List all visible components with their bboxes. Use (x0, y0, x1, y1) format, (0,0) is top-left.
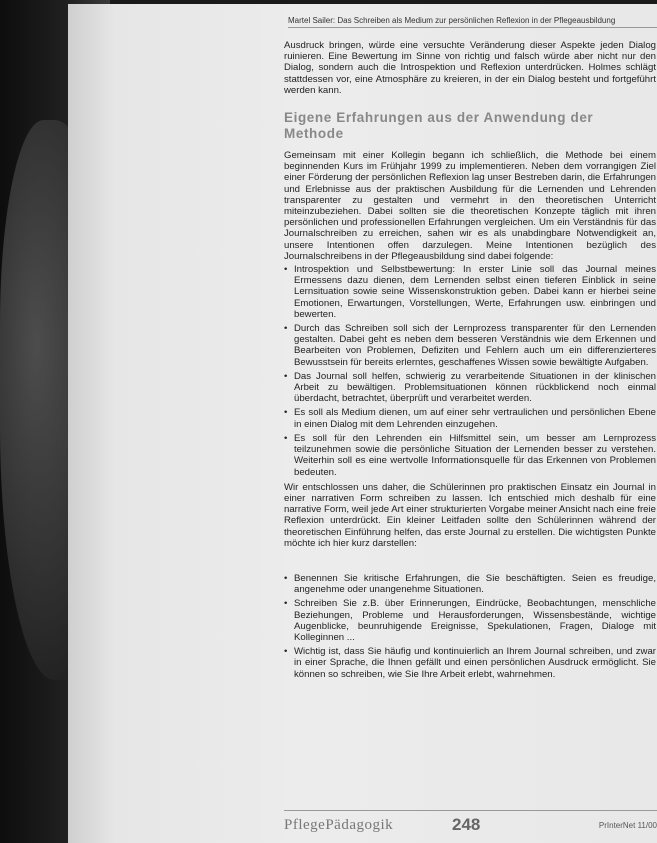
page-footer (284, 810, 657, 840)
list-item: • Es soll für den Lehrenden ein Hilfsmittel sein, um besser am Lernprozess teilzunehmen sowie die persönliche Situation der Lernenden besser zu verstehen. Weiterhin soll es eine wertvolle Informationsquelle für das Erkennen von Problemen bedeuten. (284, 433, 656, 478)
intentions-list (284, 264, 656, 478)
paragraph-2: Wir entschlossen uns daher, die Schülerinnen pro praktischen Einsatz ein Journal in einer narrativen Form schreiben zu lassen. Ich entschied mich deshalb für eine narrative Form, weil jede Art einer strukturierten Vorgabe meiner Ansicht nach eine freie Reflexion unterdrückt. Ein kleiner Leitfaden sollte den Schülerinnen während der theoretischen Einführung helfen, das erste Journal zu erstellen. Die wichtigsten Punkte möchte ich hier kurz darstellen: (284, 481, 656, 549)
running-head: Martel Sailer: Das Schreiben als Medium zur persönlichen Reflexion in der Pflegeausbildung (288, 16, 657, 28)
list-item: • Durch das Schreiben soll sich der Lernprozess transparenter für den Lernenden gestalten. Dabei geht es neben dem besseren Verständnis wie dem Erkennen und Bearbeiten von Problemen, Defiziten und Fehlern auch um ein differenzierteres Bewusstsein für bereits erlerntes, geschaffenes Wissen sowie bewältigte Aufgaben. (284, 323, 656, 368)
list-item: • Es soll als Medium dienen, um auf einer sehr vertraulichen und persönlichen Ebene in einen Dialog mit dem Lehrenden einzugehen. (284, 407, 656, 429)
article-body (284, 40, 656, 684)
document-page (68, 4, 657, 843)
list-item: • Benennen Sie kritische Erfahrungen, die Sie beschäftigten. Seien es freudige, angenehme oder unangenehme Situationen. (284, 573, 656, 595)
issue-info: PrInterNet 11/00 (598, 821, 657, 830)
list-item: • Wichtig ist, dass Sie häufig und kontinuierlich an Ihrem Journal schreiben, und zwar in einer Sprache, die Ihnen gefällt und einen persönlichen Ausdruck ermöglicht. Sie können so schreiben, wie Sie Ihre Arbeit erlebt, wahrnehmen. (284, 646, 656, 680)
guide-list (284, 573, 656, 680)
list-item: • Introspektion und Selbstbewertung: In erster Linie soll das Journal meines Ermessens dazu dienen, dem Lernenden selbst einen tieferen Einblick in seine Lernsituation sowie seine Wissenskonstruktion geben. Dabei kann er hierbei seine Emotionen, Erwartungen, Vorstellungen, Werte, Erfahrungen usw. einbringen und bewerten. (284, 264, 656, 320)
spacer (284, 551, 656, 571)
paragraph-1: Gemeinsam mit einer Kollegin begann ich schließlich, die Methode bei einem beginnenden Kurs im Frühjahr 1999 zu implementieren. Neben dem vorrangigen Ziel einer Förderung der persönlichen Reflexion lag unser Bestreben darin, die Erfahrungen und Erlebnisse aus der praktischen Ausbildung für die Lernenden und Lehrenden transparenter zu gestalten und vermehrt in den theoretischen Unterricht miteinzubeziehen. Dabei sollten sie die theoretischen Konzepte täglich mit ihren persönlichen und professionellen Erfahrungen vergleichen. Um ein Verständnis für das Journalschreiben zu erreichen, sahen wir es als unabdingbare Notwendigkeit an, unsere Intentionen offen darzulegen. Meine Intentionen bezüglich des Journalschreibens in der Pflegeausbildung sind dabei folgende: (284, 150, 656, 262)
journal-name: PflegePädagogik (284, 817, 394, 833)
intro-paragraph: Ausdruck bringen, würde eine versuchte Veränderung dieser Aspekte jeden Dialog ruinieren. Eine Bewertung im Sinne von richtig und falsch würde aber nicht nur den Dialog, sondern auch die Introspektion und Reflexion unterdrücken. Holmes schlägt stattdessen vor, eine Atmosphäre zu kreieren, in der ein Dialog besteht und fortgeführt werden kann. (284, 40, 656, 96)
list-item: • Schreiben Sie z.B. über Erinnerungen, Eindrücke, Beobachtungen, menschliche Beziehungen, Probleme und Herausforderungen, Wissensbestände, wichtige Augenblicke, beunruhigende Ereignisse, Spekulationen, Fragen, Dialoge mit Kolleginnen ... (284, 598, 656, 643)
list-item: • Das Journal soll helfen, schwierig zu verarbeitende Situationen in der klinischen Arbeit zu bewältigen. Problemsituationen können rückblickend noch einmal überdacht, betrachtet, überprüft und verarbeitet werden. (284, 371, 656, 405)
page-number: 248 (452, 815, 481, 834)
section-heading: Eigene Erfahrungen aus der Anwendung der Methode (284, 110, 594, 142)
